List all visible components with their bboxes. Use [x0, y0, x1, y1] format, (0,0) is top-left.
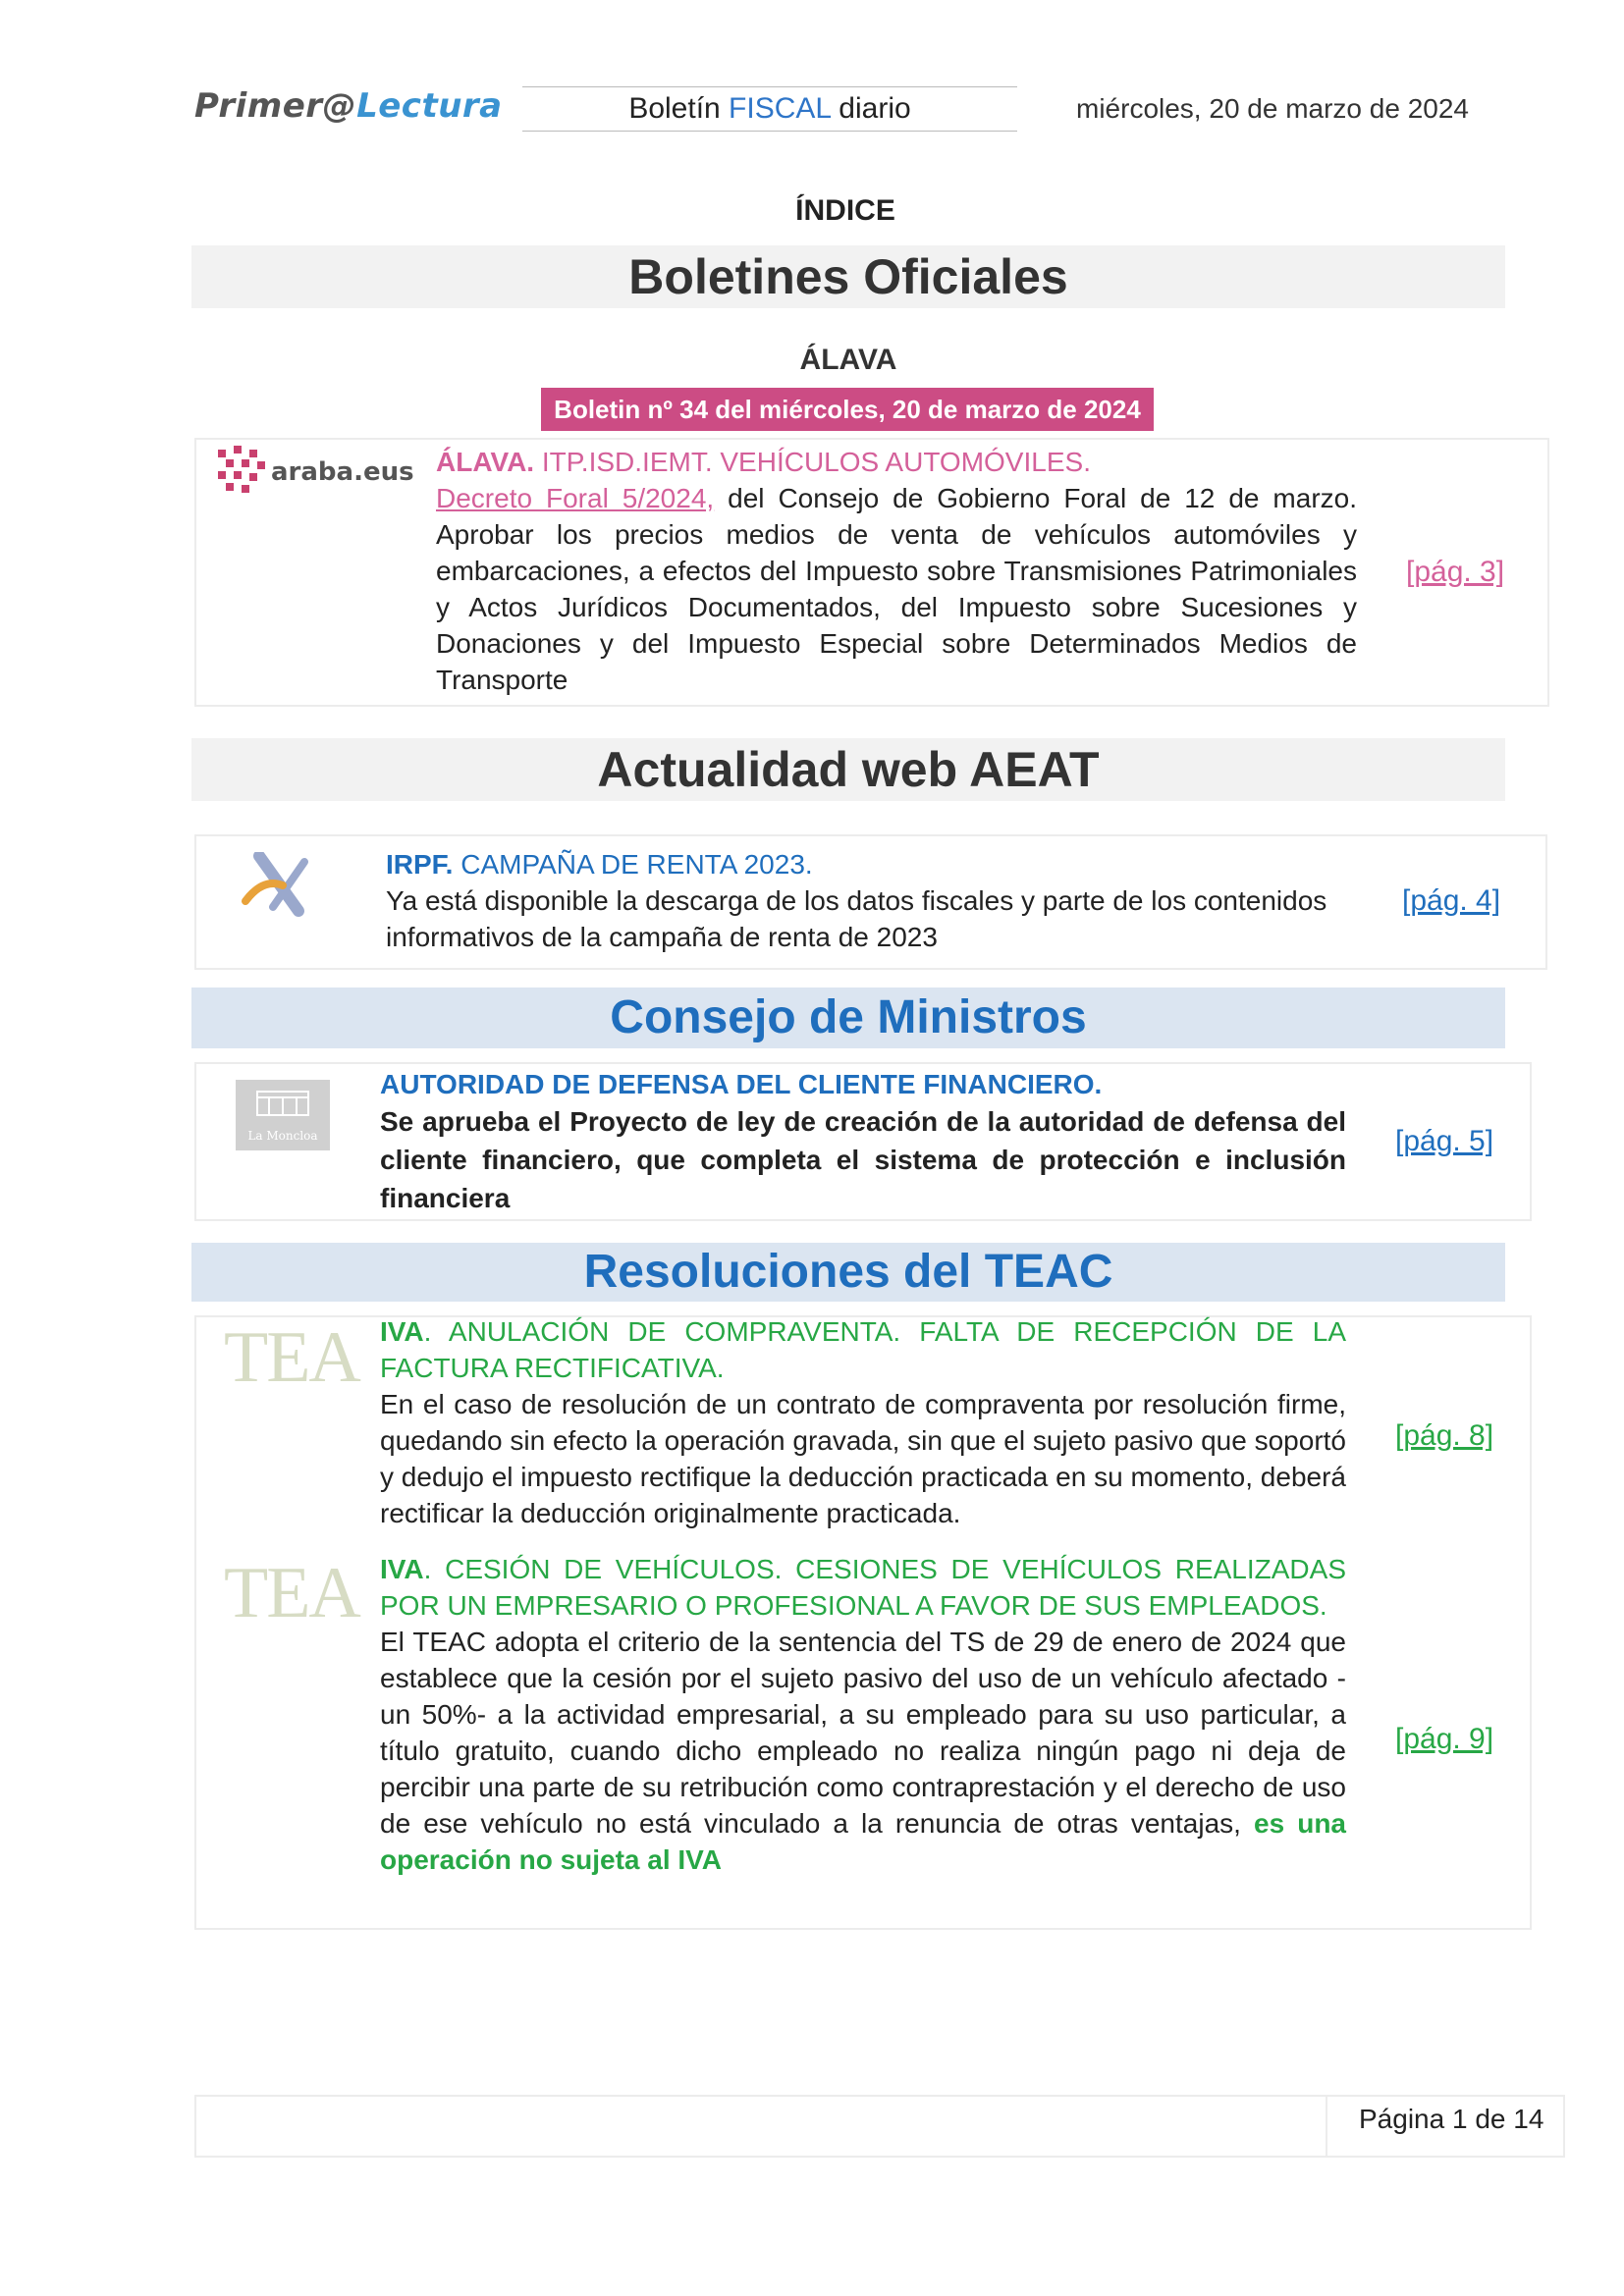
- boletin-tag: Boletin nº 34 del miércoles, 20 de marzo de 2024: [541, 388, 1154, 431]
- header-date: miércoles, 20 de marzo de 2024: [1076, 93, 1469, 124]
- aeat-item-text: [386, 846, 1352, 955]
- primer-lectura-logo: [194, 86, 503, 126]
- araba-mark-icon: [214, 444, 273, 499]
- aeat-item-title: [386, 846, 1352, 882]
- consejo-item-text: [380, 1066, 1346, 1217]
- section-banner-consejo: Consejo de Ministros: [191, 988, 1505, 1048]
- bulletin-title: [522, 86, 1017, 132]
- teac-item-2-title: [380, 1551, 1346, 1624]
- aeat-page-link[interactable]: [pág. 4]: [1402, 884, 1501, 917]
- teac-item-2-text: [380, 1551, 1346, 1878]
- decreto-foral-link[interactable]: Decreto Foral 5/2024,: [436, 483, 715, 513]
- araba-logo-text: araba.eus: [271, 457, 414, 487]
- section-banner-aeat: Actualidad web AEAT: [191, 738, 1505, 801]
- aeat-item-body: Ya está disponible la descarga de los datos fiscales y parte de los contenidos informativos de la campaña de renta de 2023: [386, 885, 1327, 952]
- alava-item-title: [436, 444, 1357, 480]
- araba-logo: [214, 444, 414, 499]
- teac-item-2-body: [380, 1624, 1346, 1878]
- moncloa-logo-text: La Moncloa: [247, 1129, 318, 1143]
- title-post: diario: [830, 92, 911, 125]
- alava-title-bold: ÁLAVA.: [436, 447, 535, 477]
- section-banner-boletines: Boletines Oficiales: [191, 245, 1505, 308]
- aeat-title-rest: CAMPAÑA DE RENTA 2023.: [453, 849, 813, 880]
- moncloa-logo: [236, 1080, 330, 1150]
- page-number: Página 1 de 14: [1359, 2104, 1544, 2134]
- teac-item-2-page-link[interactable]: [pág. 9]: [1395, 1723, 1494, 1755]
- tea-logo-1: TEA: [224, 1317, 359, 1398]
- section-banner-teac: Resoluciones del TEAC: [191, 1243, 1505, 1302]
- teac-item-1-body: En el caso de resolución de un contrato de compraventa por resolución firme, quedando sin efecto la operación gravada, sin que el sujeto pasivo que soportó y dedujo el impuesto rectifique la deducción practicada en su momento, deberá rectificar la deducción originalmente practicada.: [380, 1389, 1346, 1528]
- alava-body-text: del Consejo de Gobierno Foral de 12 de marzo. Aprobar los precios medios de venta de vehículos automóviles y embarcaciones, a efectos del Impuesto sobre Transmisiones Patrimoniales y Actos Jurídicos Documentados, del Impuesto sobre Sucesiones y Donaciones y del Impuesto Especial sobre Determinados Medios de Transporte: [436, 483, 1357, 695]
- consejo-item-title: AUTORIDAD DE DEFENSA DEL CLIENTE FINANCIERO.: [380, 1069, 1103, 1099]
- title-pre: Boletín: [628, 92, 730, 125]
- region-heading: ÁLAVA: [799, 344, 897, 376]
- aeat-logo-icon: [240, 852, 322, 919]
- title-fiscal: FISCAL: [729, 92, 831, 125]
- alava-page-link[interactable]: [pág. 3]: [1406, 556, 1505, 588]
- tea-logo-2: TEA: [224, 1553, 359, 1633]
- logo-part-1: Primer@: [194, 86, 357, 126]
- teac-item-1-text: [380, 1313, 1346, 1531]
- logo-part-2: Lectura: [356, 86, 503, 126]
- teac-2-title-rest: . CESIÓN DE VEHÍCULOS. CESIONES DE VEHÍCULOS REALIZADAS POR UN EMPRESARIO O PROFESIONAL A FAVOR DE SUS EMPLEADOS.: [380, 1554, 1346, 1621]
- alava-title-rest: ITP.ISD.IEMT. VEHÍCULOS AUTOMÓVILES.: [534, 447, 1091, 477]
- teac-2-body-text: El TEAC adopta el criterio de la sentencia del TS de 29 de enero de 2024 que establece que la cesión por el sujeto pasivo del uso de un vehículo afectado -un 50%- a la actividad empresarial, a su empleado para su uso particular, a título gratuito, cuando dicho empleado no realiza ningún pago ni deja de percibir una parte de su retribución como contraprestación y el derecho de uso de ese vehículo no está vinculado a la renuncia de otras ventajas,: [380, 1627, 1346, 1839]
- consejo-page-link[interactable]: [pág. 5]: [1395, 1125, 1494, 1157]
- teac-1-title-rest: . ANULACIÓN DE COMPRAVENTA. FALTA DE RECEPCIÓN DE LA FACTURA RECTIFICATIVA.: [380, 1316, 1346, 1383]
- moncloa-building-icon: [236, 1080, 330, 1129]
- teac-1-title-bold: IVA: [380, 1316, 424, 1347]
- aeat-title-bold: IRPF.: [386, 849, 454, 880]
- teac-item-1-page-link[interactable]: [pág. 8]: [1395, 1419, 1494, 1452]
- teac-item-1-title: [380, 1313, 1346, 1386]
- consejo-item-body: Se aprueba el Proyecto de ley de creación de la autoridad de defensa del cliente financiero, que completa el sistema de protección e inclusión financiera: [380, 1106, 1346, 1213]
- index-title: ÍNDICE: [795, 194, 895, 227]
- teac-2-title-bold: IVA: [380, 1554, 424, 1584]
- footer-divider: [1326, 2095, 1327, 2158]
- teac-2-body-highlight: es una operación no sujeta al IVA: [380, 1808, 1346, 1875]
- alava-item-body: [436, 480, 1357, 698]
- alava-item-text: [436, 444, 1357, 698]
